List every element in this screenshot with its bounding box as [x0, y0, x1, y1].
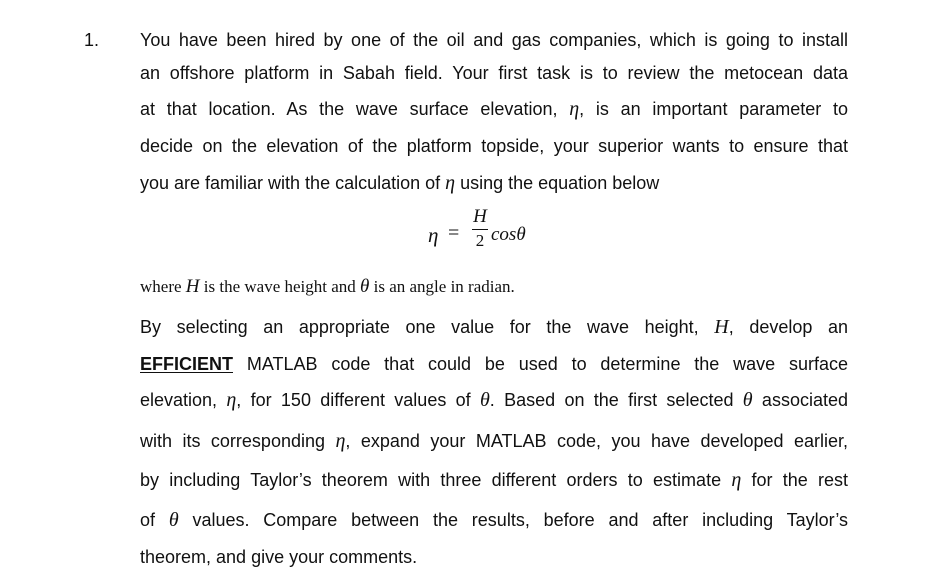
paragraph-2-line-4: with its corresponding η, expand your MATLAB code, you have developed earlier, — [140, 430, 848, 452]
paragraph-2-line-1: By selecting an appropriate one value for the wave height, H, develop an — [140, 316, 848, 338]
paragraph-2-line-7: theorem, and give your comments. — [140, 547, 418, 567]
theta-symbol: θ — [742, 389, 753, 411]
H-symbol: H — [185, 276, 200, 297]
fraction-bar — [472, 229, 488, 230]
paragraph-1-line-2: an offshore platform in Sabah field. Your first task is to review the metocean data — [140, 63, 848, 83]
where-line: where H is the wave height and θ is an angle in radian. — [140, 276, 515, 297]
theta-symbol: θ — [360, 276, 370, 297]
theta-symbol: θ — [479, 389, 490, 411]
paragraph-1-line-4: decide on the elevation of the platform topside, your superior wants to ensure that — [140, 136, 848, 156]
eta-symbol: η — [569, 98, 580, 120]
wave-elevation-equation — [428, 206, 588, 260]
eta-symbol: η — [226, 389, 237, 411]
paragraph-1-line-5: you are familiar with the calculation of η using the equation below — [140, 172, 660, 194]
question-number: 1. — [84, 30, 100, 50]
paragraph-2-line-2: EFFICIENT MATLAB code that could be used to determine the wave surface — [140, 354, 848, 374]
equation-fraction — [472, 206, 488, 251]
equation-numerator: H — [473, 206, 487, 227]
H-symbol: H — [714, 316, 729, 338]
eta-symbol: η — [335, 430, 346, 452]
paragraph-2-line-5: by including Taylor’s theorem with three different orders to estimate η for the rest — [140, 469, 848, 491]
paragraph-2-line-6: of θ values. Compare between the results, before and after including Taylor’s — [140, 509, 849, 531]
theta-symbol: θ — [168, 509, 179, 531]
efficient-emphasis: EFFICIENT — [140, 354, 233, 374]
paragraph-1-line-1: You have been hired by one of the oil and gas companies, which is going to install — [140, 30, 848, 50]
paragraph-1-line-3: at that location. As the wave surface elevation, η, is an important parameter to — [140, 98, 848, 120]
eta-symbol: η — [731, 469, 742, 491]
equation-rhs: cosθ — [491, 224, 526, 245]
paragraph-2-line-3: elevation, η, for 150 different values of θ. Based on the first selected θ associated — [140, 389, 848, 411]
equation-lhs: η — [428, 223, 439, 247]
eta-symbol: η — [445, 172, 456, 194]
equation-denominator: 2 — [475, 231, 485, 250]
equation-equals: = — [448, 222, 460, 244]
